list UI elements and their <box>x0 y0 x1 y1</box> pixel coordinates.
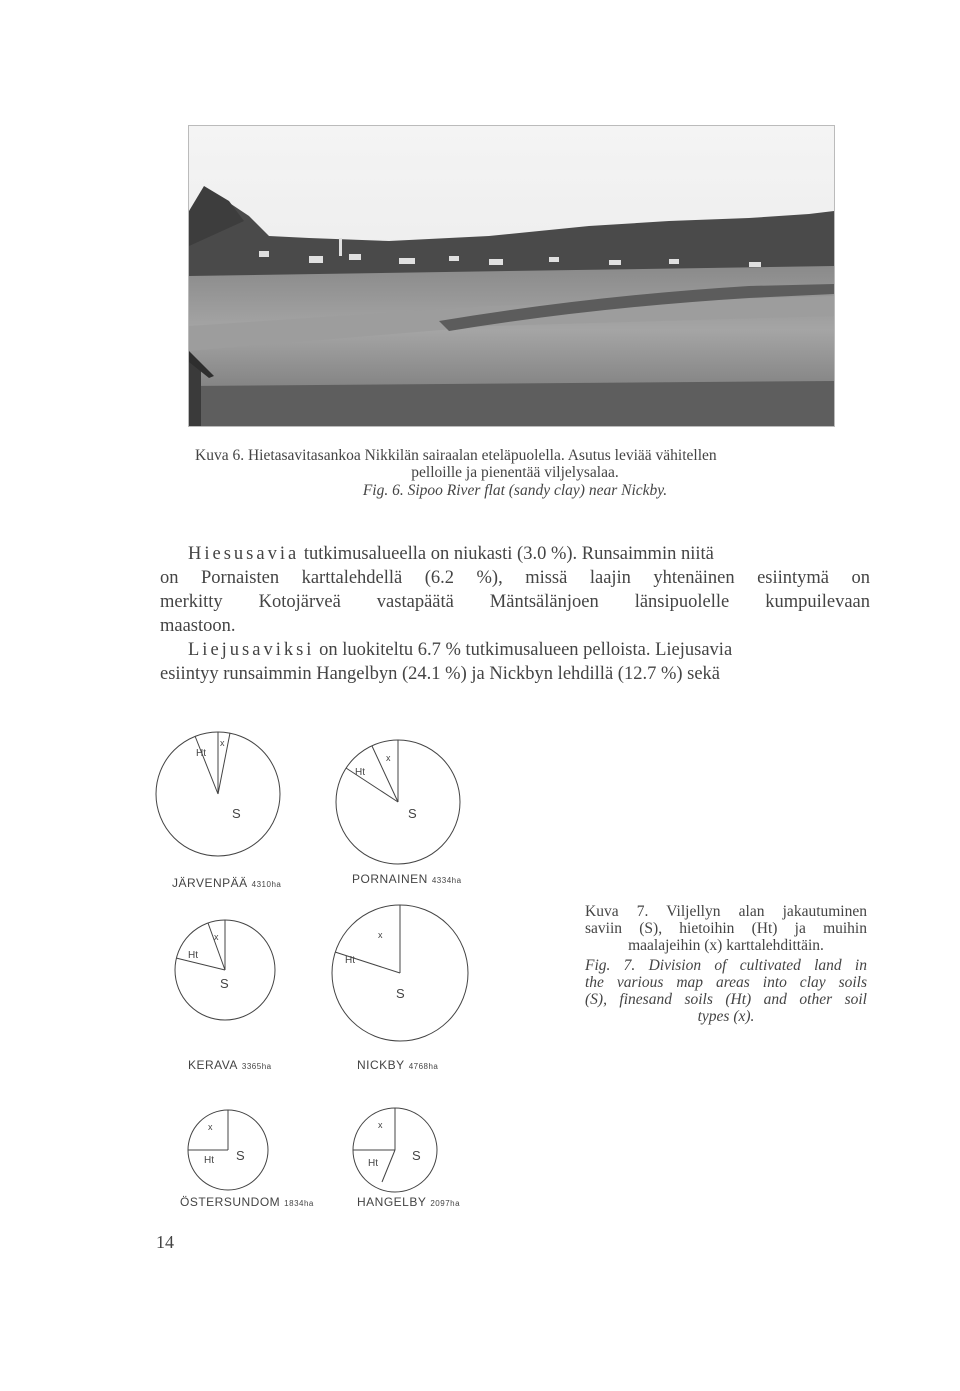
caption-7-en-1: Fig. 7. Division of cultivated land in <box>585 957 867 974</box>
pie-5-x: x <box>378 1120 383 1130</box>
term-liejusaviksi: Liejusaviksi <box>188 640 315 660</box>
pie-2-x: x <box>214 932 219 942</box>
pie-5-ht: Ht <box>368 1158 378 1169</box>
pie-0-name: JÄRVENPÄÄ <box>172 876 248 890</box>
paragraph-line-5-rest: on luokiteltu 6.7 % tutkimusalueen pelloista. Liejusavia <box>319 640 733 660</box>
pie-4-x: x <box>208 1122 213 1132</box>
pie-0-x: x <box>220 738 225 748</box>
pie-4-s: S <box>236 1148 245 1163</box>
pie-4-area: 1834ha <box>284 1199 314 1208</box>
pie-2-name: KERAVA <box>188 1058 238 1072</box>
pie-3-s: S <box>396 986 405 1001</box>
pie-2-area: 3365ha <box>241 1062 272 1071</box>
body-paragraph-2 <box>188 638 868 662</box>
caption-7-en-3: (S), finesand soils (Ht) and other soil <box>585 991 867 1008</box>
caption-6-finnish-line-1: Kuva 6. Hietasavitasankoa Nikkilän sairaalan eteläpuolella. Asutus leviää vähitellen <box>195 447 717 464</box>
paragraph-line-5 <box>188 638 868 662</box>
caption-7-fi-2: saviin (S), hietoihin (Ht) ja muihin <box>585 920 867 937</box>
figure-7-caption <box>585 903 867 1025</box>
caption-7-fi-1: Kuva 7. Viljellyn alan jakautuminen <box>585 903 867 920</box>
paragraph-line-1 <box>188 542 868 566</box>
caption-7-en-4: types (x). <box>697 1008 755 1025</box>
pie-4-ht: Ht <box>204 1155 214 1166</box>
pie-1-x: x <box>386 753 391 763</box>
pie-label-ostersundom <box>180 1195 314 1209</box>
pie-label-jarvenpaa <box>172 876 281 890</box>
pie-2-ht: Ht <box>188 950 198 961</box>
body-paragraph-2-cont <box>160 662 870 686</box>
pie-3-x: x <box>378 930 383 940</box>
paragraph-line-3: merkitty Kotojärveä vastapäätä Mäntsälänjoen länsipuolelle kumpuilevaan <box>160 592 870 612</box>
pie-1-s: S <box>408 806 417 821</box>
paragraph-line-1-rest: tutkimusalueella on niukasti (3.0 %). Runsaimmin niitä <box>303 544 714 564</box>
pie-label-nickby <box>357 1058 438 1072</box>
caption-7-en-2: the various map areas into clay soils <box>585 974 867 991</box>
caption-6-english: Fig. 6. Sipoo River flat (sandy clay) near Nickby. <box>362 482 668 499</box>
page-number: 14 <box>156 1232 174 1252</box>
pie-0-area: 4310ha <box>251 880 282 889</box>
figure-6-caption <box>195 447 835 499</box>
pie-4-name: ÖSTERSUNDOM <box>180 1195 281 1209</box>
caption-6-finnish-line-2: pelloille ja pienentää viljelysalaa. <box>411 464 619 481</box>
body-paragraph-cont <box>160 566 870 638</box>
paragraph-line-4: maastoon. <box>160 616 236 636</box>
pie-5-area: 2097ha <box>430 1199 461 1208</box>
landscape-photo <box>188 125 835 427</box>
pie-5-name: HANGELBY <box>357 1195 427 1209</box>
pie-2-s: S <box>220 976 229 991</box>
pie-1-name: PORNAINEN <box>352 872 428 886</box>
pie-label-kerava <box>188 1058 272 1072</box>
pie-0-s: S <box>232 806 241 821</box>
pie-label-hangelby <box>357 1195 460 1209</box>
pie-3-area: 4768ha <box>408 1062 439 1071</box>
pie-3-ht: Ht <box>345 955 355 966</box>
caption-7-fi-3: maalajeihin (x) karttalehdittäin. <box>628 937 824 954</box>
body-paragraph <box>188 542 868 566</box>
term-hiesusavia: Hiesusavia <box>188 544 300 564</box>
pie-5-s: S <box>412 1148 421 1163</box>
pie-1-ht: Ht <box>355 767 365 778</box>
pie-diagrams <box>150 730 550 1220</box>
pie-1-area: 4334ha <box>431 876 462 885</box>
pie-0-ht: Ht <box>196 748 206 759</box>
pie-3-name: NICKBY <box>357 1058 405 1072</box>
paragraph-line-2: on Pornaisten karttalehdellä (6.2 %), missä laajin yhtenäinen esiintymä on <box>160 568 870 588</box>
pie-label-pornainen <box>352 872 462 886</box>
paragraph-line-6: esiintyy runsaimmin Hangelbyn (24.1 %) ja Nickbyn lehdillä (12.7 %) sekä <box>160 664 721 684</box>
